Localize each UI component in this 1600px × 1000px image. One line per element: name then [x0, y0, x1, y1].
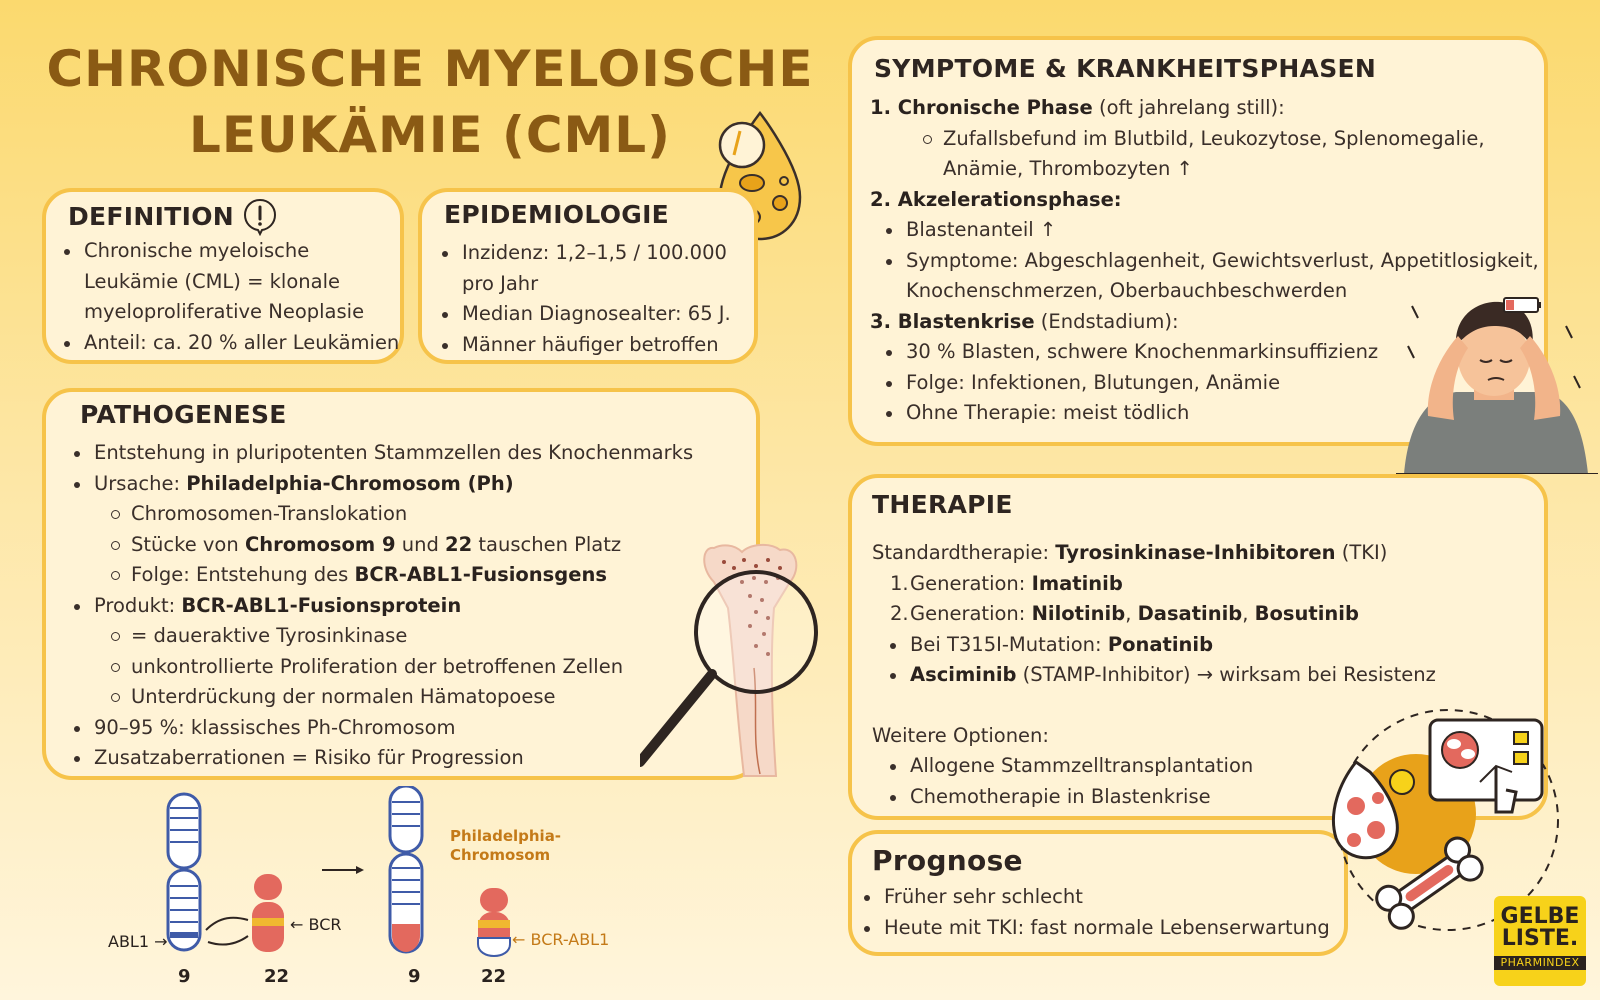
list-item: Früher sehr schlecht	[884, 882, 1354, 913]
list-item: 3. Blastenkrise (Endstadium):	[870, 309, 1179, 333]
list-item: Weitere Optionen:	[872, 723, 1049, 747]
epidemiologie-heading: EPIDEMIOLOGIE	[444, 200, 670, 229]
title-line-2: LEUKÄMIE (CML)	[189, 106, 671, 164]
symptome-heading: SYMPTOME & KRANKHEITSPHASEN	[874, 54, 1377, 83]
pathogenese-heading: PATHOGENESE	[80, 400, 287, 429]
list-item: 2. Akzelerationsphase:	[870, 187, 1122, 211]
chromosome-number: 9	[408, 966, 421, 987]
list-item: Heute mit TKI: fast normale Lebenserwartung	[884, 913, 1354, 944]
list-item: Unterdrückung der normalen Hämatopoese	[131, 682, 754, 713]
prognose-card	[848, 830, 1348, 956]
list-item: Chromosomen-Translokation	[131, 499, 754, 530]
chromosome-translocation-diagram	[150, 786, 450, 962]
list-item: Allogene Stammzelltransplantation	[910, 751, 1532, 782]
list-item: Zusatzaberrationen = Risiko für Progression	[94, 743, 754, 774]
list-item: Produkt: BCR-ABL1-Fusionsprotein	[94, 591, 754, 622]
list-item: Entstehung in pluripotenten Stammzellen des Knochenmarks	[94, 438, 754, 469]
list-item: 1. Generation: Imatinib	[890, 571, 1123, 595]
chromosome-22	[252, 874, 284, 952]
epidemiologie-card	[418, 188, 758, 364]
list-item: = daueraktive Tyrosinkinase	[131, 621, 754, 652]
definition-heading: DEFINITION	[68, 202, 234, 231]
list-item: Inzidenz: 1,2–1,5 / 100.000 pro Jahr	[462, 238, 752, 299]
exclamation-icon	[242, 198, 278, 236]
list-item: 2. Generation: Nilotinib, Dasatinib, Bosutinib	[890, 602, 1359, 625]
list-item: Blastenanteil ↑	[906, 215, 1550, 246]
list-item: Folge: Infektionen, Blutungen, Anämie	[906, 368, 1550, 399]
definition-card	[42, 188, 404, 364]
bcr-label: ← BCR	[290, 915, 342, 934]
chromosome-9	[168, 794, 200, 950]
chromosome-9-derivative	[390, 786, 422, 952]
exhausted-person-illustration	[1396, 296, 1598, 474]
bcr-abl1-label: ← BCR-ABL1	[512, 930, 610, 949]
list-item: Folge: Entstehung des BCR-ABL1-Fusionsgens	[131, 560, 754, 591]
philadelphia-label: Philadelphia- Chromosom	[450, 827, 562, 864]
list-item: Standardtherapie: Tyrosinkinase-Inhibitoren (TKI)	[872, 541, 1388, 564]
list-item: Chemotherapie in Blastenkrise	[910, 782, 1532, 813]
list-item: 1. Chronische Phase (oft jahrelang still):	[870, 96, 1285, 119]
list-item: Ursache: Philadelphia-Chromosom (Ph)	[94, 469, 754, 500]
list-item: unkontrollierte Proliferation der betroffenen Zellen	[131, 652, 754, 683]
prognose-heading: Prognose	[872, 844, 1023, 877]
list-item: Symptome: Abgeschlagenheit, Gewichtsverlust, Appetitlosigkeit, Knochenschmerzen, Oberbauchbeschwerden	[906, 246, 1546, 307]
list-item: Ohne Therapie: meist tödlich	[906, 398, 1550, 429]
gelbe-liste-logo[interactable]: GELBE LISTE. PHARMINDEX	[1494, 896, 1586, 986]
chromosome-number: 22	[264, 966, 290, 987]
list-item: Männer häufiger betroffen	[462, 330, 752, 361]
list-item: Anteil: ca. 20 % aller Leukämien	[84, 328, 404, 359]
chromosome-number: 22	[481, 966, 507, 987]
therapie-heading: THERAPIE	[872, 490, 1013, 519]
chromosome-number: 9	[178, 966, 191, 987]
list-item: Asciminib (STAMP-Inhibitor) → wirksam bei Resistenz	[910, 660, 1532, 691]
list-item: 30 % Blasten, schwere Knochenmarkinsuffizienz	[906, 337, 1550, 368]
list-item: Median Diagnosealter: 65 J.	[462, 299, 752, 330]
philadelphia-chromosome	[474, 882, 514, 962]
list-item: Stücke von Chromosom 9 und 22 tauschen Platz	[131, 530, 754, 561]
page-title	[40, 36, 820, 168]
abl1-label: ABL1 →	[108, 932, 168, 951]
list-item: 90–95 %: klassisches Ph-Chromosom	[94, 713, 754, 744]
list-item: Bei T315I-Mutation: Ponatinib	[910, 630, 1532, 661]
list-item: Zufallsbefund im Blutbild, Leukozytose, Splenomegalie, Anämie, Thrombozyten ↑	[943, 124, 1503, 185]
title-line-1: CHRONISCHE MYELOISCHE	[46, 40, 814, 98]
list-item: Chronische myeloische Leukämie (CML) = klonale myeloproliferative Neoplasie	[84, 236, 404, 328]
bone-magnifier-illustration	[640, 538, 840, 778]
